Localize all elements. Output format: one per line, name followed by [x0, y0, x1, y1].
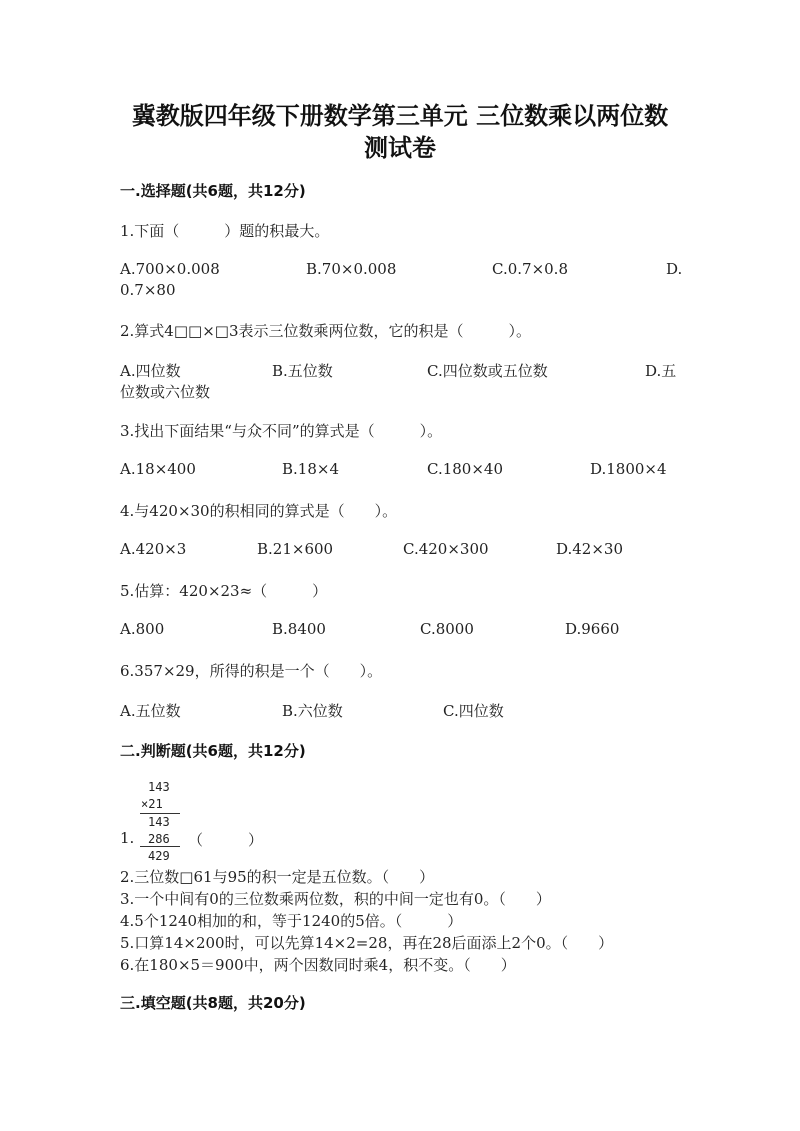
- vertical-line-1: [140, 813, 180, 814]
- question-6-option-c: C.四位数: [443, 702, 504, 720]
- judge-2: 2.三位数□61与95的积一定是五位数。（ ）: [120, 868, 435, 886]
- question-3-option-d: D.1800×4: [590, 460, 667, 478]
- judge-1-number: 1.: [120, 829, 135, 847]
- section-heading-judge: 二.判断题(共6题，共12分): [120, 742, 306, 760]
- vertical-row-partial-1: 143: [148, 815, 170, 829]
- question-2-option-b: B.五位数: [272, 362, 333, 380]
- question-4-option-c: C.420×300: [403, 540, 489, 558]
- question-2-option-c: C.四位数或五位数: [427, 362, 548, 380]
- judge-3: 3.一个中间有0的三位数乘两位数，积的中间一定也有0。（ ）: [120, 890, 551, 908]
- question-2-stem: 2.算式4□□×□3表示三位数乘两位数，它的积是（ ）。: [120, 322, 531, 340]
- question-2-option-d-label: D.五: [645, 362, 677, 380]
- question-5-option-b: B.8400: [272, 620, 326, 638]
- question-5-option-a: A.800: [120, 620, 165, 638]
- vertical-row-multiplier: ×21: [141, 797, 163, 811]
- question-2-option-a: A.四位数: [120, 362, 181, 380]
- vertical-row-product: 429: [148, 849, 170, 863]
- judge-1-answer-paren: （ ）: [188, 831, 264, 849]
- question-1-option-c: C.0.7×0.8: [492, 260, 568, 278]
- page-title-line2: 测试卷: [364, 134, 436, 162]
- question-3-option-b: B.18×4: [282, 460, 339, 478]
- question-1-option-b: B.70×0.008: [306, 260, 397, 278]
- judge-6: 6.在180×5＝900中，两个因数同时乘4，积不变。（ ）: [120, 956, 516, 974]
- vertical-line-2: [140, 846, 180, 847]
- question-2-option-d-value: 位数或六位数: [120, 383, 211, 401]
- question-6-stem: 6.357×29，所得的积是一个（ ）。: [120, 662, 383, 680]
- question-4-option-d: D.42×30: [556, 540, 624, 558]
- question-6-option-a: A.五位数: [120, 702, 181, 720]
- question-3-stem: 3.找出下面结果“与众不同”的算式是（ ）。: [120, 422, 443, 440]
- question-5-stem: 5.估算：420×23≈（ ）: [120, 582, 328, 600]
- question-1-option-d-value: 0.7×80: [120, 281, 176, 299]
- section-heading-fill: 三.填空题(共8题，共20分): [120, 994, 306, 1012]
- vertical-row-partial-2: 286: [148, 832, 170, 846]
- section-heading-choice: 一.选择题(共6题，共12分): [120, 182, 306, 200]
- question-1-stem: 1.下面（ ）题的积最大。: [120, 222, 330, 240]
- question-5-option-d: D.9660: [565, 620, 620, 638]
- vertical-row-multiplicand: 143: [148, 780, 170, 794]
- judge-4: 4.5个1240相加的和，等于1240的5倍。（ ）: [120, 912, 463, 930]
- question-3-option-a: A.18×400: [120, 460, 196, 478]
- question-1-option-d-label: D.: [666, 260, 683, 278]
- question-4-stem: 4.与420×30的积相同的算式是（ ）。: [120, 502, 398, 520]
- page-title: 冀教版四年级下册数学第三单元 三位数乘以两位数: [131, 102, 669, 130]
- question-4-option-a: A.420×3: [120, 540, 187, 558]
- question-3-option-c: C.180×40: [427, 460, 503, 478]
- question-4-option-b: B.21×600: [257, 540, 334, 558]
- question-6-option-b: B.六位数: [282, 702, 343, 720]
- question-5-option-c: C.8000: [420, 620, 474, 638]
- question-1-option-a: A.700×0.008: [120, 260, 220, 278]
- judge-5: 5.口算14×200时，可以先算14×2=28，再在28后面添上2个0。（ ）: [120, 934, 614, 952]
